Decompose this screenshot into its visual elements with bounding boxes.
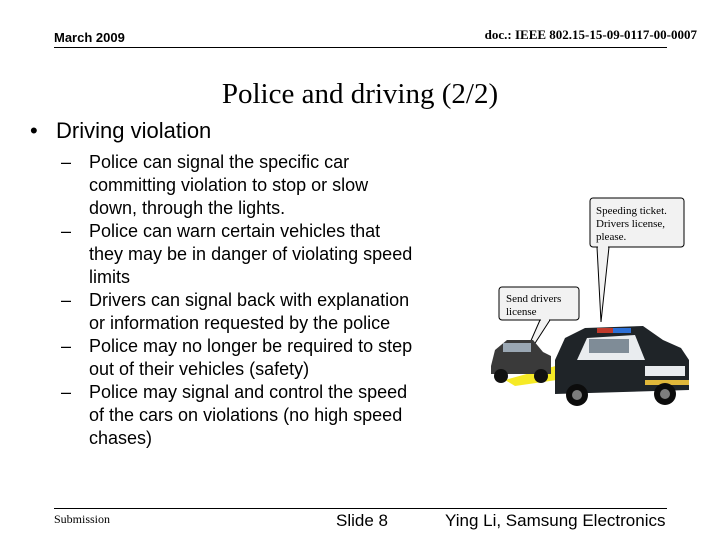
police-car-illustration — [485, 190, 700, 425]
officer-callout-text: Speeding ticket. Drivers license, please. — [596, 205, 667, 243]
driver-callout-text: Send drivers license — [506, 293, 562, 318]
bullet-dot: • — [30, 118, 38, 143]
slide-title: Police and driving (2/2) — [221, 78, 499, 110]
header-rule — [54, 47, 667, 48]
bullet-main — [30, 117, 430, 145]
header-date: March 2009 — [54, 30, 125, 45]
sub-bullet-text: Police can signal the specific car committing violation to stop or slow down, through the lights. — [89, 152, 369, 218]
sub-bullet-text: Drivers can signal back with explanation or information requested by the police — [89, 290, 410, 333]
sub-bullet — [61, 289, 430, 335]
footer-author: Ying Li, Samsung Electronics — [445, 511, 666, 530]
bullet-list — [30, 117, 430, 450]
sub-bullet-dash: – — [61, 152, 72, 172]
sub-bullet — [61, 381, 430, 450]
sub-bullet-dash: – — [61, 336, 72, 356]
header-doc-id: doc.: IEEE 802.15-15-09-0117-00-0007 — [484, 27, 697, 42]
sub-bullet-text: Police can warn certain vehicles that they may be in danger of violating speed limits — [89, 221, 413, 287]
footer-slide-number: Slide 8 — [336, 511, 388, 530]
footer-submission: Submission — [54, 512, 111, 526]
sub-bullet-dash: – — [61, 221, 72, 241]
sub-bullet-text: Police may signal and control the speed of the cars on violations (no high speed chases) — [89, 382, 408, 448]
sub-bullet-text: Police may no longer be required to step out of their vehicles (safety) — [89, 336, 413, 379]
sub-bullet — [61, 220, 430, 289]
sub-bullet-dash: – — [61, 382, 72, 402]
sub-bullet — [61, 335, 430, 381]
sub-bullet — [61, 151, 430, 220]
bullet-main-text: Driving violation — [56, 118, 212, 143]
police-car — [555, 326, 689, 406]
sub-bullet-dash: – — [61, 290, 72, 310]
footer-rule — [54, 508, 667, 509]
